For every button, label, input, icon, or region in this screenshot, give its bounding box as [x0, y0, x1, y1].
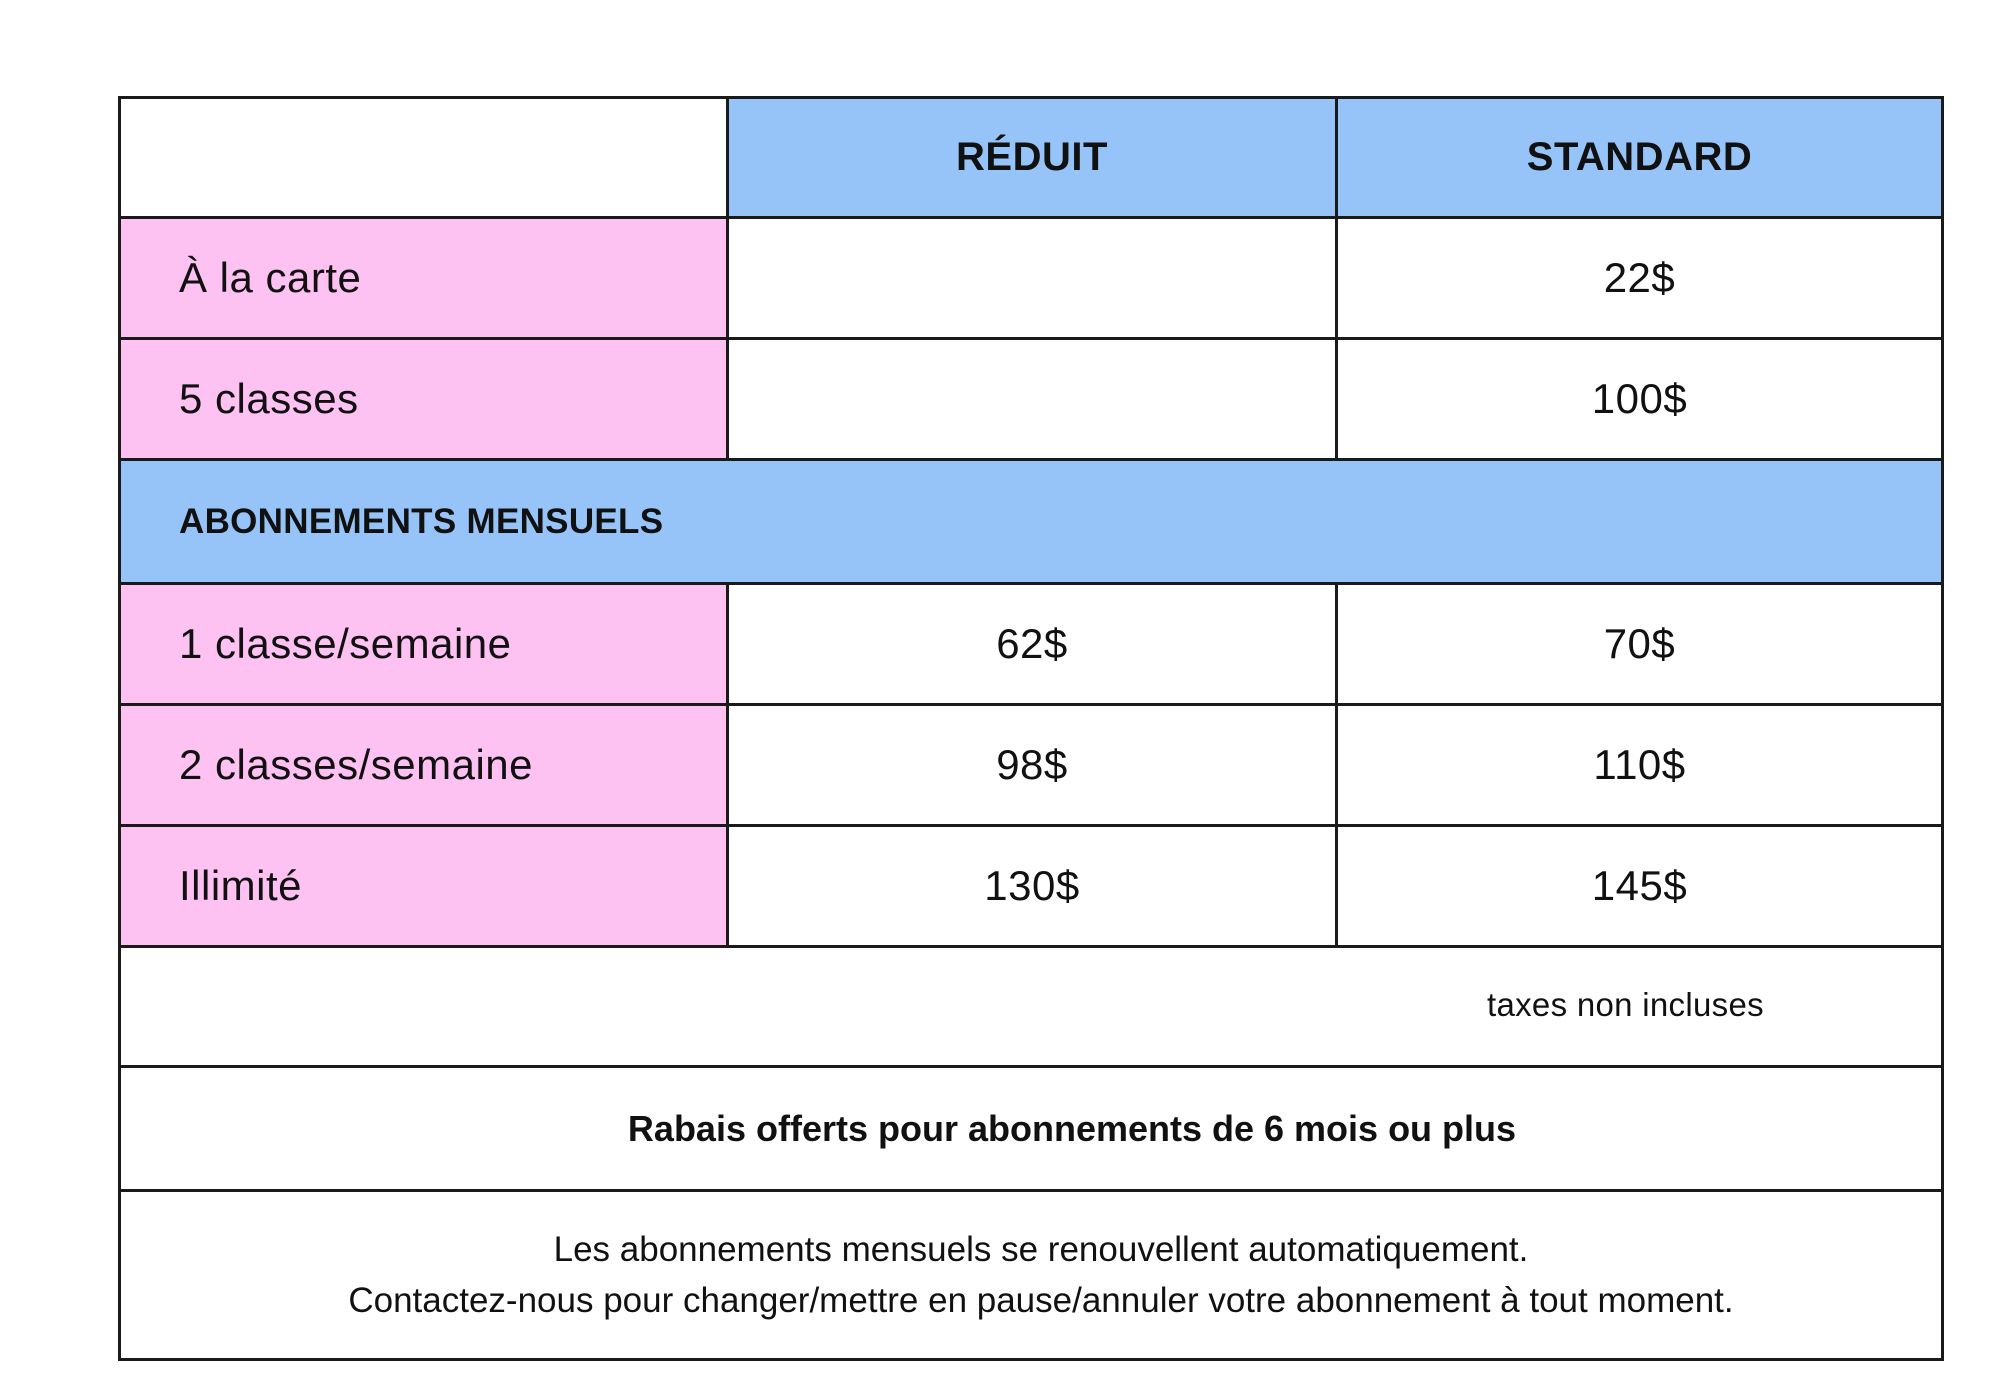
- row-label: 1 classe/semaine: [121, 585, 729, 703]
- discount-text: Rabais offerts pour abonnements de 6 mois ou plus: [627, 1107, 1517, 1149]
- header-empty-cell: [121, 99, 729, 216]
- price-standard: 70$: [1603, 620, 1676, 667]
- header-reduced: RÉDUIT: [729, 99, 1338, 216]
- discount-row: [121, 1068, 1941, 1192]
- note-line: Contactez-nous pour changer/mettre en pause/annuler votre abonnement à tout moment.: [348, 1281, 1734, 1320]
- price-reduced: [729, 340, 1338, 458]
- notes-block: [121, 1192, 1941, 1358]
- row-label: 2 classes/semaine: [121, 706, 729, 824]
- table-header-row: [121, 99, 1941, 219]
- row-label: À la carte: [121, 219, 729, 337]
- tax-row: [121, 948, 1941, 1068]
- price-standard: 145$: [1591, 862, 1688, 909]
- table-row: [121, 706, 1941, 827]
- note-line: Les abonnements mensuels se renouvellent automatiquement.: [553, 1230, 1529, 1269]
- table-row: [121, 340, 1941, 461]
- price-reduced: 62$: [729, 585, 1338, 703]
- table-row: [121, 219, 1941, 340]
- price-standard: 22$: [1603, 254, 1676, 301]
- table-row: [121, 585, 1941, 706]
- row-label: 5 classes: [121, 340, 729, 458]
- price-reduced: 130$: [729, 827, 1338, 945]
- section-header-row: [121, 461, 1941, 585]
- section-title: ABONNEMENTS MENSUELS: [121, 461, 1941, 582]
- price-standard: 100$: [1591, 375, 1688, 422]
- notes-row: [121, 1192, 1941, 1358]
- header-standard: STANDARD: [1338, 99, 1941, 216]
- pricing-table: [118, 96, 1944, 1361]
- price-reduced: [729, 219, 1338, 337]
- table-row: [121, 827, 1941, 948]
- price-reduced: 98$: [729, 706, 1338, 824]
- tax-note: taxes non incluses: [1487, 986, 1764, 1023]
- price-standard: 110$: [1593, 741, 1686, 788]
- row-label: Illimité: [121, 827, 729, 945]
